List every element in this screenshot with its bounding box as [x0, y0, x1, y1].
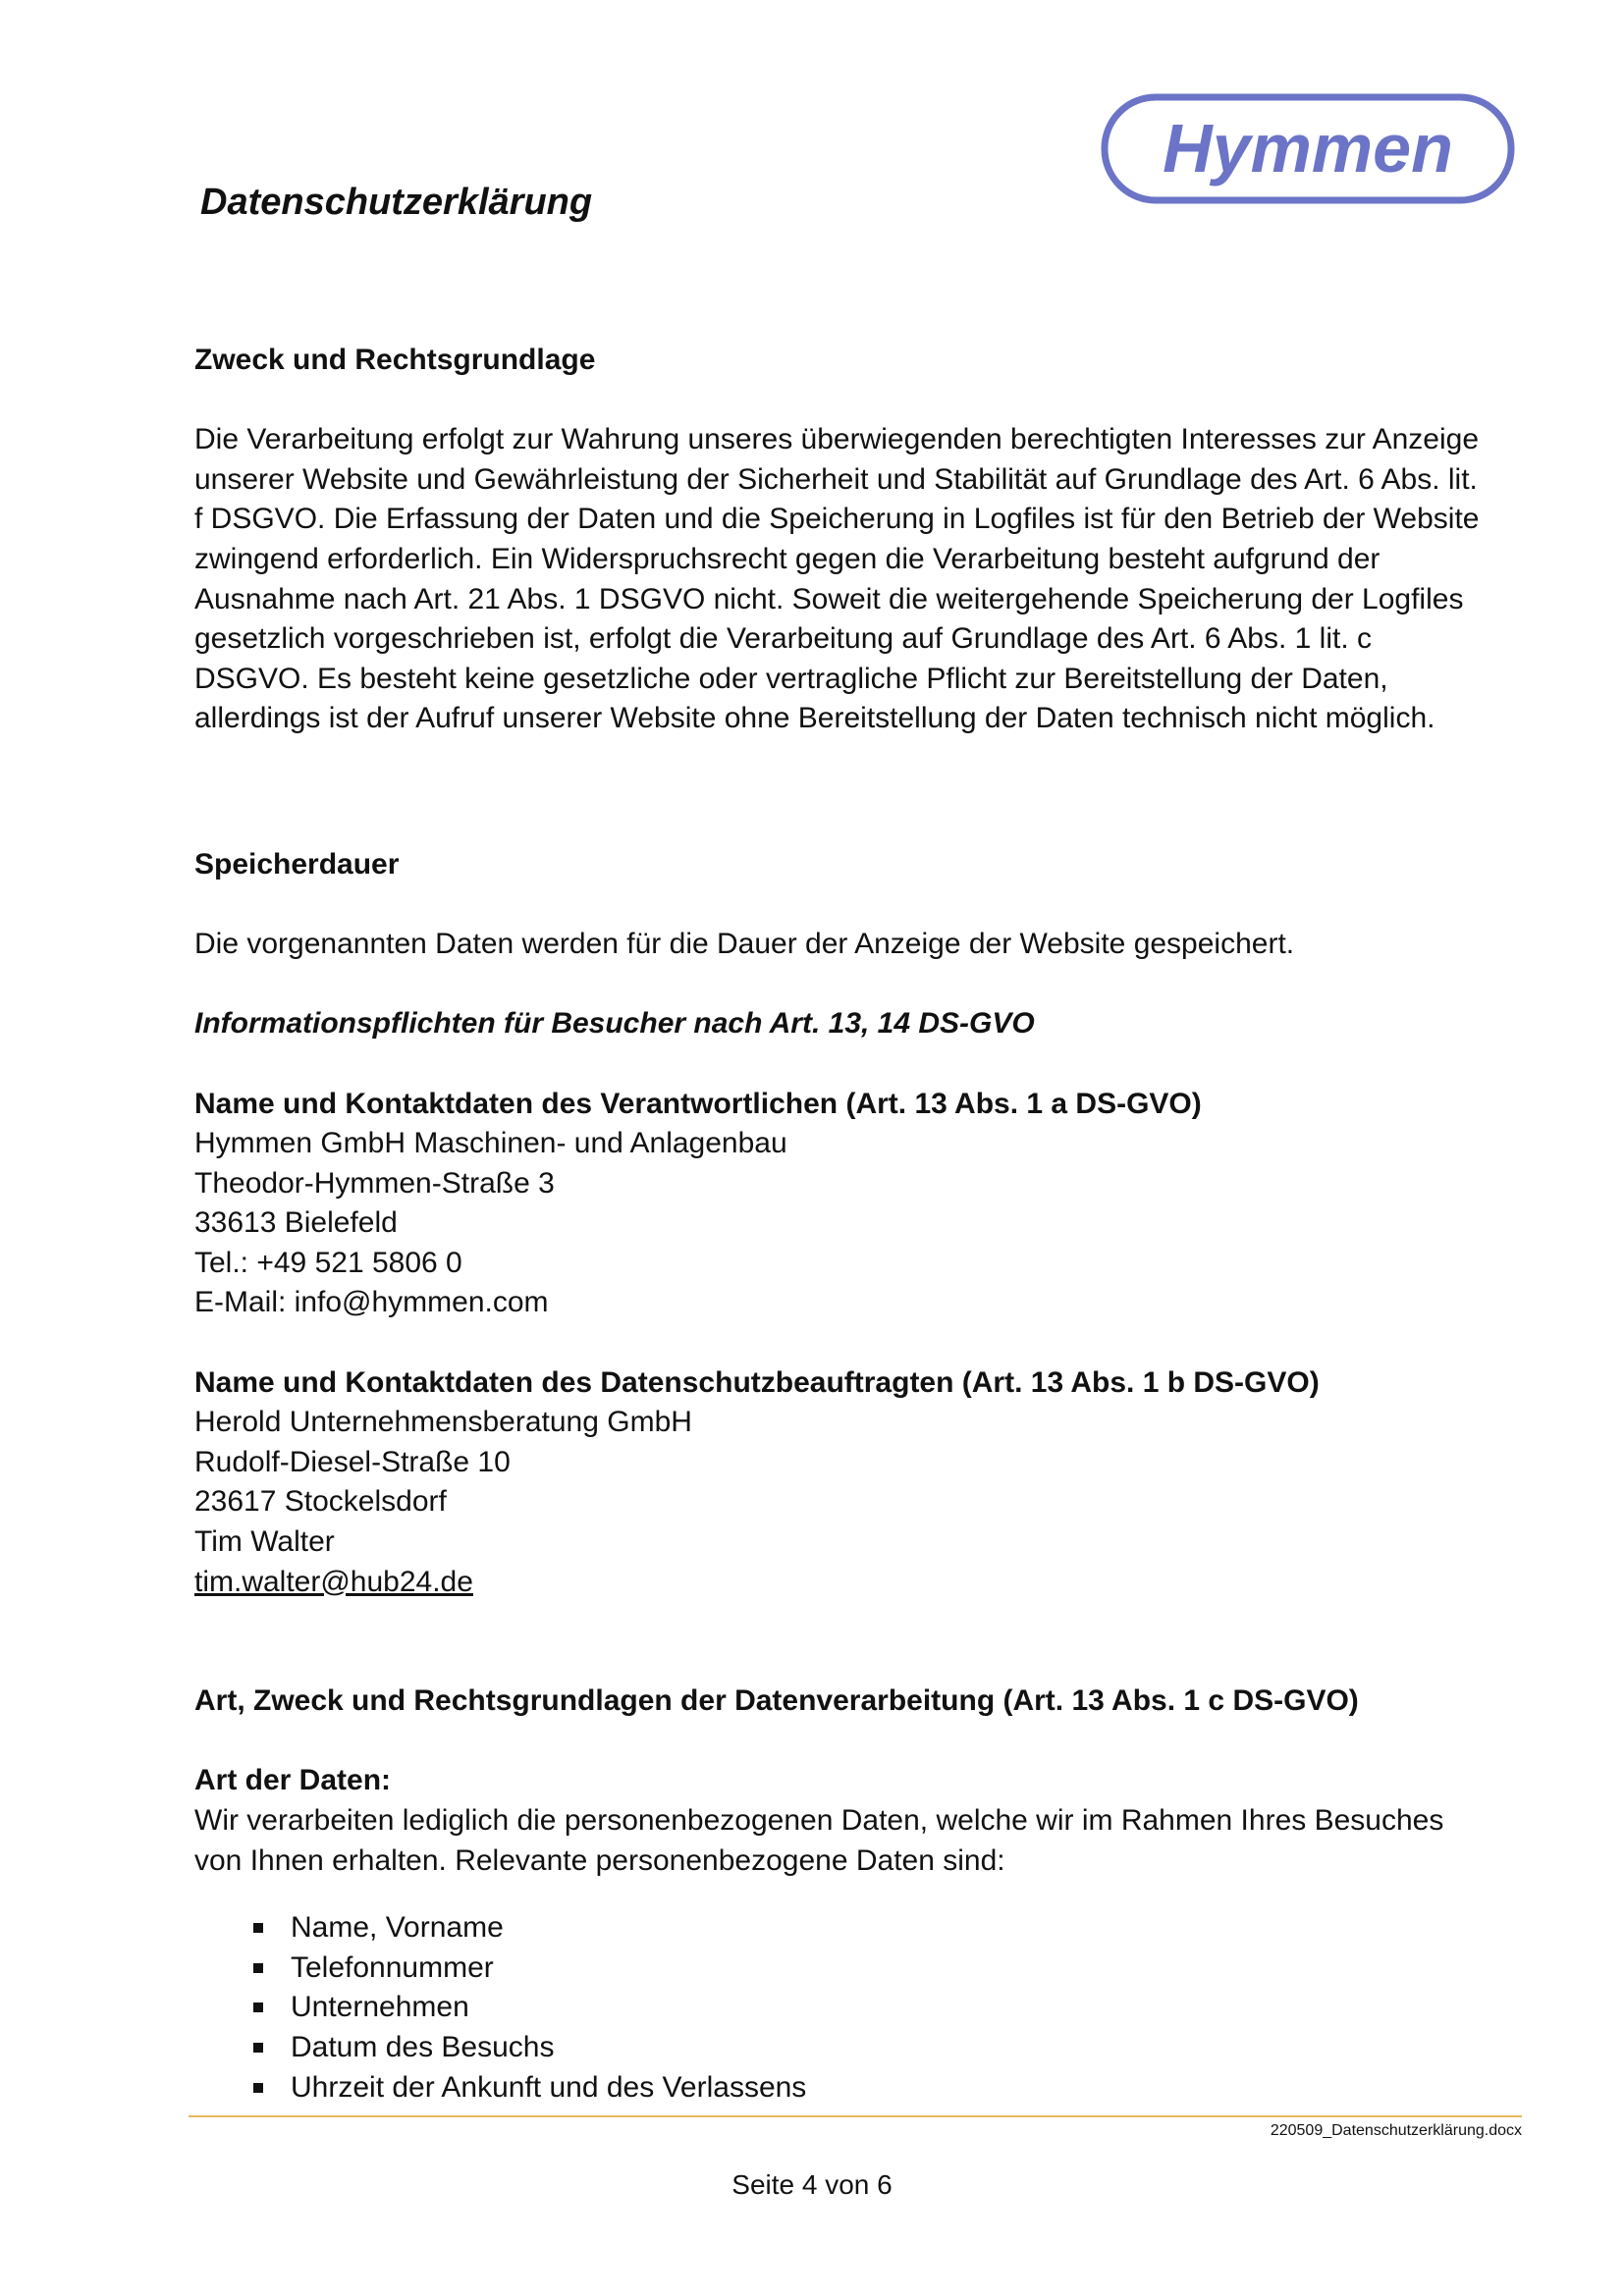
section-heading-speicherdauer: Speicherdauer	[194, 847, 400, 881]
list-item: Datum des Besuchs	[253, 2028, 1530, 2068]
controller-street: Theodor-Hymmen-Straße 3	[194, 1166, 555, 1200]
footer-divider	[189, 2115, 1522, 2117]
paragraph-speicherdauer: Die vorgenannten Daten werden für die Dauer der Anzeige der Website gespeichert.	[194, 928, 1295, 961]
section-heading-zweck: Zweck und Rechtsgrundlage	[194, 344, 596, 376]
subheading-art-der-daten: Art der Daten:	[194, 1764, 392, 1797]
list-item: Telefonnummer	[253, 1949, 1530, 1989]
paragraph-line: zwingend erforderlich. Ein Widerspruchsrecht gegen die Verarbeitung besteht aufgrund der	[194, 542, 1380, 575]
list-item: Unternehmen	[253, 1988, 1530, 2028]
document-body	[194, 341, 1530, 2108]
controller-phone: Tel.: +49 521 5806 0	[194, 1246, 462, 1279]
controller-email: E-Mail: info@hymmen.com	[194, 1286, 549, 1319]
paragraph-line: von Ihnen erhalten. Relevante personenbezogene Daten sind:	[194, 1843, 1005, 1877]
paragraph-line: allerdings ist der Aufruf unserer Website ohne Bereitstellung der Daten technisch nicht möglich.	[194, 702, 1435, 735]
footer-filename: 220509_Datenschutzerklärung.docx	[1270, 2122, 1522, 2139]
section-heading-datenschutzbeauftragter: Name und Kontaktdaten des Datenschutzbeauftragten (Art. 13 Abs. 1 b DS-GVO)	[194, 1365, 1320, 1399]
section-heading-art-zweck: Art, Zweck und Rechtsgrundlagen der Datenverarbeitung (Art. 13 Abs. 1 c DS-GVO)	[194, 1684, 1359, 1718]
controller-city: 33613 Bielefeld	[194, 1206, 398, 1240]
controller-company: Hymmen GmbH Maschinen- und Anlagenbau	[194, 1127, 787, 1160]
list-item: Name, Vorname	[253, 1908, 1530, 1949]
paragraph-line: unserer Website und Gewährleistung der Sicherheit und Stabilität auf Grundlage des Art. 6 Abs. lit.	[194, 462, 1478, 496]
paragraph-line: Ausnahme nach Art. 21 Abs. 1 DSGVO nicht. Soweit die weitergehende Speicherung der Logfiles	[194, 582, 1464, 615]
logo-text: Hymmen	[1163, 110, 1453, 187]
dpo-person: Tim Walter	[194, 1525, 335, 1559]
document-title: Datenschutzerklärung	[200, 182, 593, 223]
list-item: Uhrzeit der Ankunft und des Verlassens	[253, 2068, 1530, 2109]
paragraph-line: Wir verarbeiten lediglich die personenbezogenen Daten, welche wir im Rahmen Ihres Besuches	[194, 1804, 1444, 1837]
data-types-list	[194, 1908, 1530, 2108]
hymmen-logo	[1101, 93, 1515, 204]
paragraph-line: DSGVO. Es besteht keine gesetzliche oder vertragliche Pflicht zur Bereitstellung der Daten,	[194, 662, 1388, 695]
dpo-city: 23617 Stockelsdorf	[194, 1485, 447, 1519]
page-number: Seite 4 von 6	[731, 2169, 893, 2200]
dpo-email-link[interactable]: tim.walter@hub24.de	[194, 1565, 473, 1598]
dpo-company: Herold Unternehmensberatung GmbH	[194, 1406, 692, 1439]
paragraph-line: Die Verarbeitung erfolgt zur Wahrung unseres überwiegenden berechtigten Interesses zur Anzeige	[194, 423, 1480, 456]
section-heading-informationspflichten: Informationspflichten für Besucher nach Art. 13, 14 DS-GVO	[194, 1007, 1035, 1041]
paragraph-zweck	[194, 420, 1530, 739]
section-heading-verantwortlicher: Name und Kontaktdaten des Verantwortlichen (Art. 13 Abs. 1 a DS-GVO)	[194, 1087, 1202, 1120]
dpo-street: Rudolf-Diesel-Straße 10	[194, 1445, 511, 1478]
paragraph-line: gesetzlich vorgeschrieben ist, erfolgt die Verarbeitung auf Grundlage des Art. 6 Abs. 1 lit. c	[194, 622, 1373, 656]
paragraph-line: f DSGVO. Die Erfassung der Daten und die Speicherung in Logfiles ist für den Betrieb der Website	[194, 503, 1480, 536]
